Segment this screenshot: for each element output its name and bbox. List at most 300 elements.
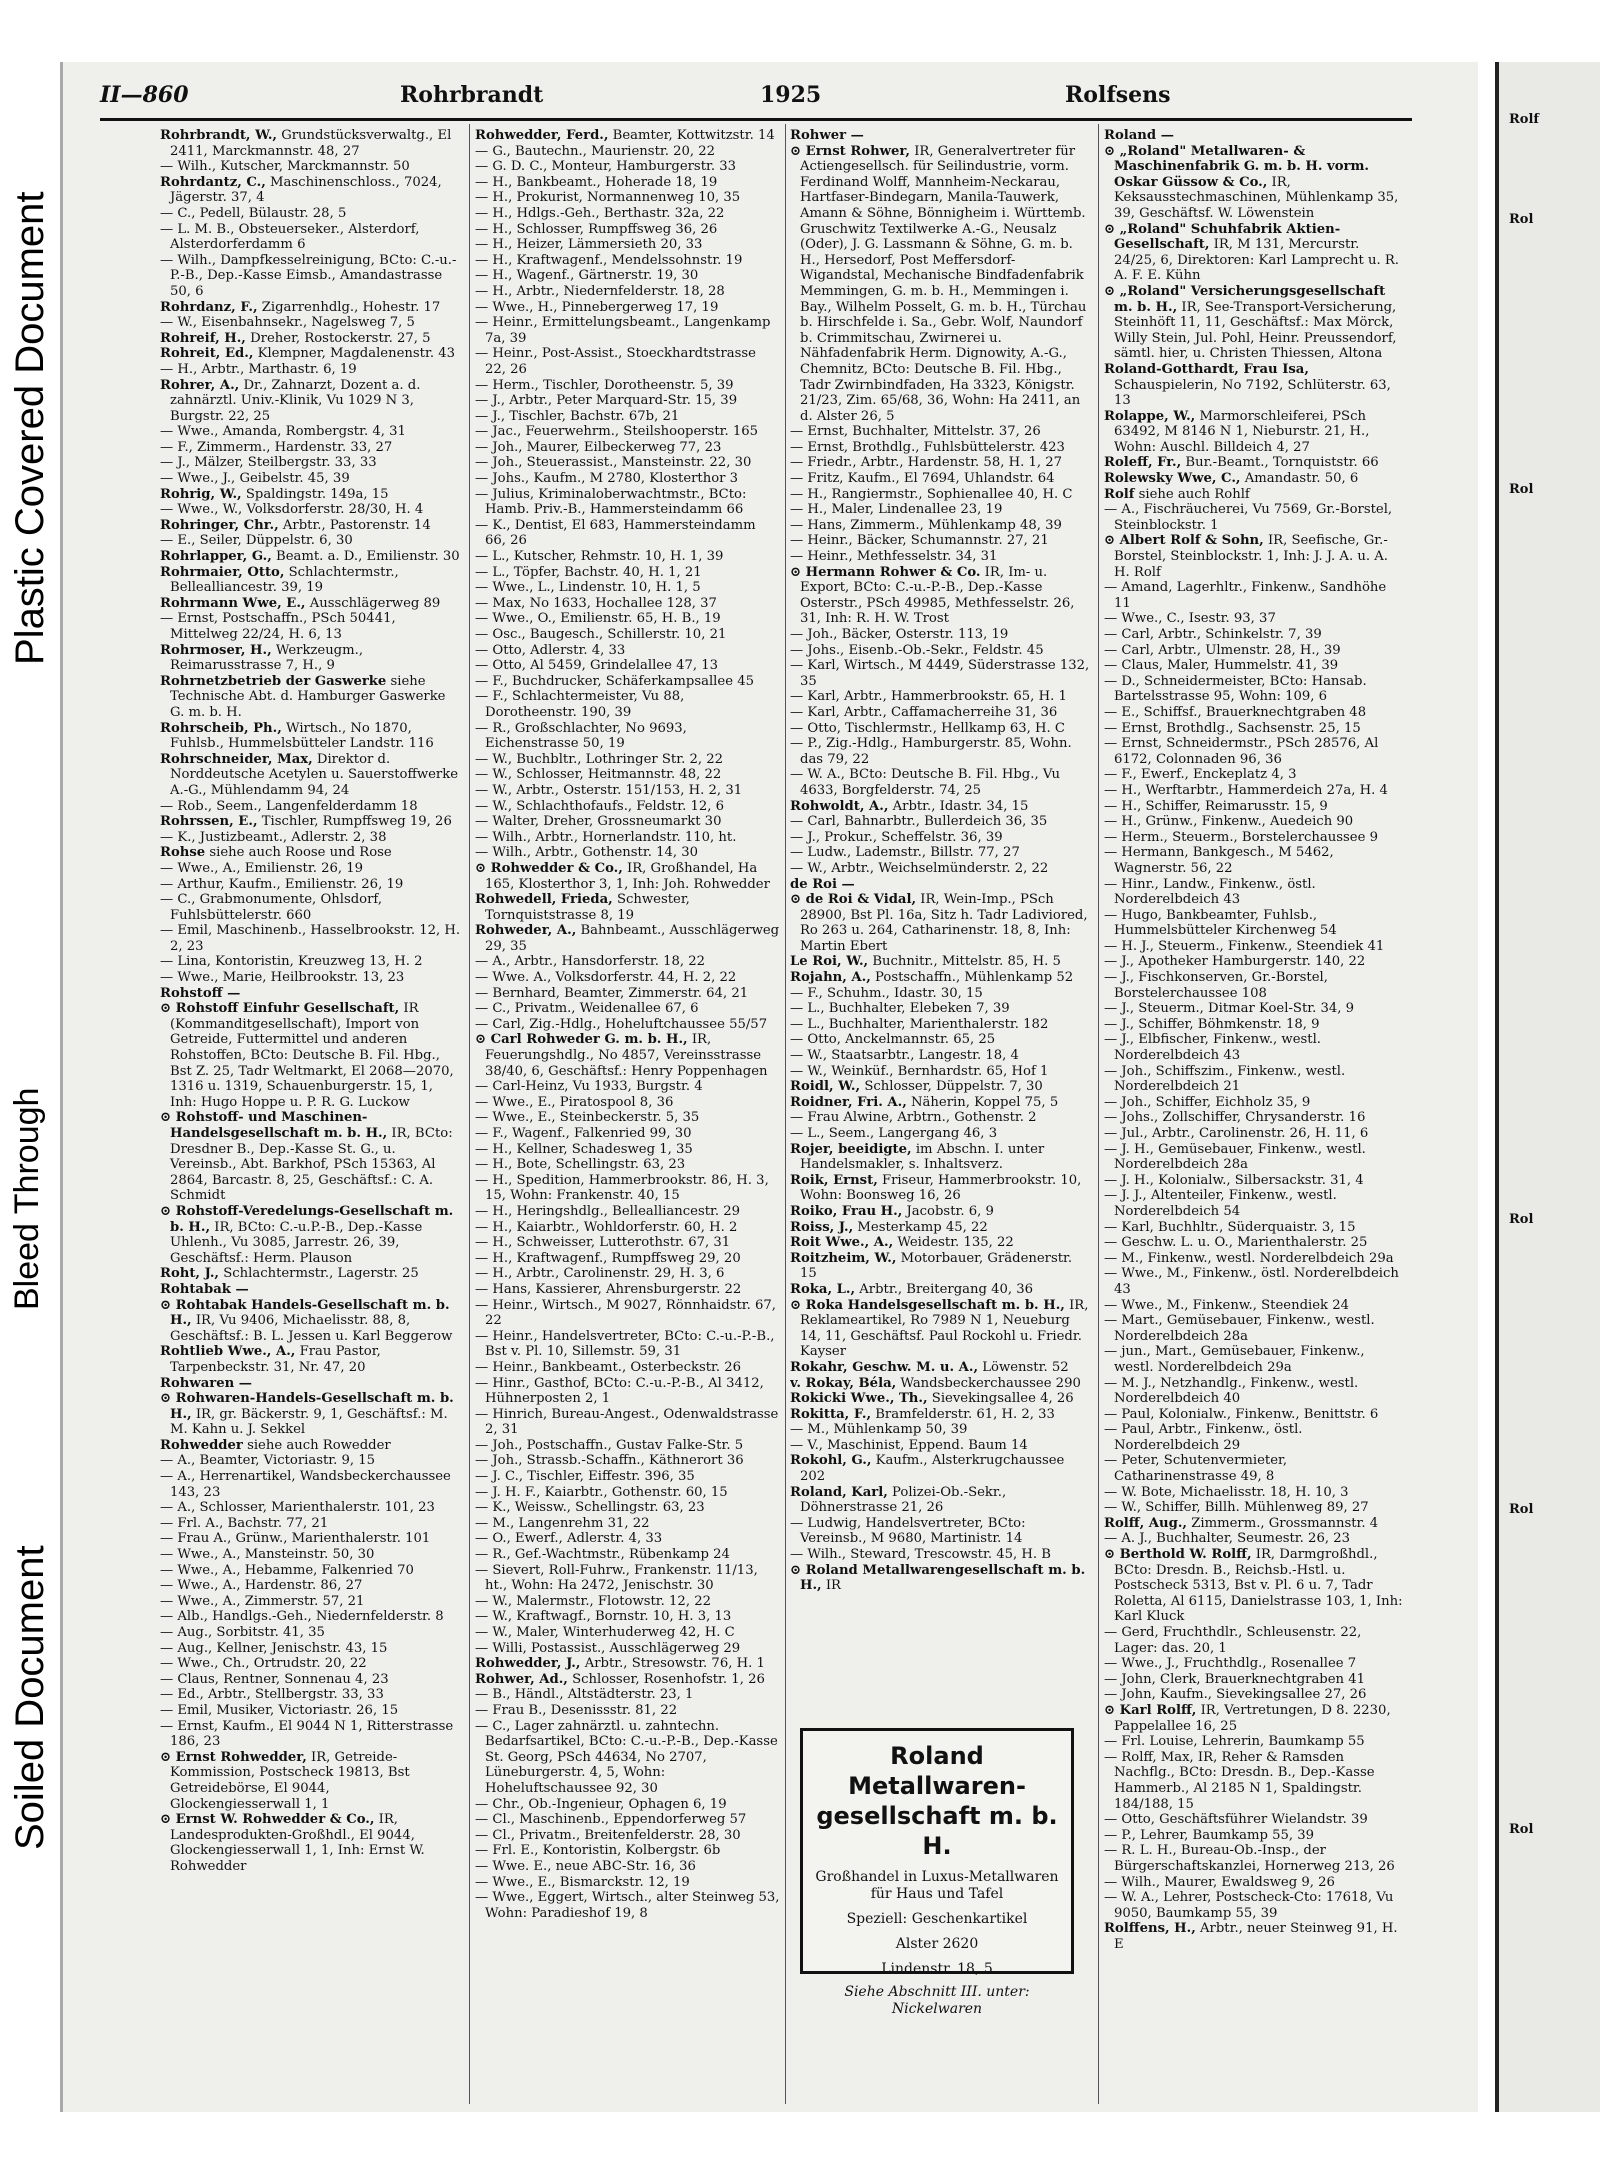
directory-entry xyxy=(790,549,1093,565)
entry-name: Rohringer, Chr., xyxy=(160,517,279,533)
directory-entry xyxy=(1104,767,1404,783)
entry-name: Roit Wwe., A., xyxy=(790,1235,894,1251)
directory-entry xyxy=(475,674,780,690)
entry-text: — H., Kellner, Schadesweg 1, 35 xyxy=(475,1141,693,1157)
entry-text: — R., Gef.-Wachtmstr., Rübenkamp 24 xyxy=(475,1547,730,1563)
next-page-fragment: Rolf xyxy=(1509,112,1540,127)
directory-entry xyxy=(475,596,780,612)
directory-entry xyxy=(475,1703,780,1719)
directory-entry xyxy=(790,1017,1093,1033)
entry-name: Roland, Karl, xyxy=(790,1484,888,1500)
entry-text: — Peter, Schutenvermieter, Catharinenstrasse 49, 8 xyxy=(1104,1453,1288,1485)
entry-text: — J. J., Altenteiler, Finkenw., westl. Norderelbdeich 54 xyxy=(1104,1188,1337,1219)
directory-entry xyxy=(475,986,780,1002)
entry-text: — Herm., Tischler, Dorotheenstr. 5, 39 xyxy=(475,377,734,393)
directory-entry xyxy=(1104,611,1404,627)
directory-entry xyxy=(475,1843,780,1859)
entry-text: — Hinrich, Bureau-Angest., Odenwaldstrasse 2, 31 xyxy=(475,1406,779,1438)
entry-text: — Otto, Tischlermstr., Hellkamp 63, H. C xyxy=(790,720,1065,736)
entry-text: — H., Werftarbtr., Hammerdeich 27a, H. 4 xyxy=(1104,782,1388,798)
entry-name: Rohstoff — xyxy=(160,985,241,1001)
left-margin-labels xyxy=(0,0,58,2177)
directory-entry xyxy=(1104,1453,1404,1484)
directory-entry xyxy=(1104,1251,1404,1267)
entry-text: — Gerd, Fruchthdlr., Schleusenstr. 22, Lager: das. 20, 1 xyxy=(1104,1625,1362,1656)
entry-text: — J., Mälzer, Steilbergstr. 33, 33 xyxy=(160,455,377,471)
entry-name: ⊙ Rohwaren-Handels-Gesellschaft m. b. H., xyxy=(160,1391,454,1422)
directory-entry xyxy=(475,1157,780,1173)
entry-text: — H., Schiffer, Reimarusstr. 15, 9 xyxy=(1104,798,1328,814)
directory-entry xyxy=(1104,533,1404,580)
entry-text: Klempner, Magdalenenstr. 43 xyxy=(253,346,455,362)
entry-name: Roka, L., xyxy=(790,1281,856,1297)
entry-text: Amandastr. 50, 6 xyxy=(1240,471,1359,487)
entry-text: — Wwe., C., Isestr. 93, 37 xyxy=(1104,611,1276,627)
entry-text: — P., Zig.-Hdlg., Hamburgerstr. 85, Wohn. das 79, 22 xyxy=(790,736,1072,767)
entry-text: — M. J., Netzhandlg., Finkenw., westl. Norderelbdeich 40 xyxy=(1104,1375,1359,1407)
entry-text: IR, Landesprodukten-Großhdl., El 9044, Glockengiesserwall 1, 1, Inh: Ernst W. Rohwedder xyxy=(170,1812,425,1874)
entry-text: — H., Bote, Schellingstr. 63, 23 xyxy=(475,1157,686,1173)
directory-entry xyxy=(160,331,463,347)
directory-entry xyxy=(790,1360,1093,1376)
entry-text: IR, Darmgroßhdl., BCto: Dresdn. B., Reichsb.-Hstl. u. Postscheck 5313, Bst v. Pl. 6 u. 7, Tadr Roletta, Al 6115, Danielstrasse 103, 1, Inh: Karl Kluck xyxy=(1114,1547,1403,1625)
entry-text: — C., Lager zahnärztl. u. zahntechn. Bedarfsartikel, BCto: C.-u.-P.-B., Dep.-Kasse St. Georg, PSch 44634, No 2707, Lüneburgerstr. 4, 5, Wohn: Hoheluftschaussee 92, 30 xyxy=(475,1718,778,1796)
entry-text: Kaufm., Alsterkrugchaussee 202 xyxy=(800,1453,1065,1485)
entry-text: Spaldingstr. 149a, 15 xyxy=(241,486,389,502)
directory-entry xyxy=(475,549,780,565)
entry-text: — J., Schiffer, Böhmkenstr. 18, 9 xyxy=(1104,1016,1320,1032)
entry-name: Rohrlapper, G., xyxy=(160,549,272,565)
entry-text: Dr., Zahnarzt, Dozent a. d. zahnärztl. Univ.-Klinik, Vu 1029 N 3, Burgstr. 22, 25 xyxy=(170,377,421,424)
directory-entry xyxy=(475,752,780,768)
entry-text: — Wwe., A., Mansteinstr. 50, 30 xyxy=(160,1547,375,1563)
entry-text: — Alb., Handlgs.-Geh., Niedernfelderstr. 8 xyxy=(160,1609,444,1625)
entry-text: — jun., Mart., Gemüsebauer, Finkenw., westl. Norderelbdeich 29a xyxy=(1104,1344,1365,1375)
entry-text: — D., Schneidermeister, BCto: Hansab. Bartelsstrasse 95, Wohn: 109, 6 xyxy=(1104,673,1367,705)
entry-text: IR, Seefische, Gr.-Borstel, Steinblockstr. 1, Inh: J. J. A. u. A. H. Rolf xyxy=(1114,533,1388,580)
directory-entry xyxy=(160,378,463,425)
entry-name: Rohreit, Ed., xyxy=(160,346,254,362)
side-label-soiled: Soiled Document xyxy=(8,1545,52,1850)
entry-text: — Arthur, Kaufm., Emilienstr. 26, 19 xyxy=(160,876,404,892)
entry-name: ⊙ Rohstoff- und Maschinen-Handelsgesellschaft m. b. H., xyxy=(160,1110,388,1141)
directory-entry xyxy=(1104,1407,1404,1423)
directory-entry xyxy=(160,752,463,799)
entry-text: — W., Arbtr., Weichselmünderstr. 2, 22 xyxy=(790,860,1049,876)
directory-entry xyxy=(790,565,1093,627)
directory-entry xyxy=(160,861,463,877)
entry-text: — Wwe., W., Volksdorferstr. 28/30, H. 4 xyxy=(160,502,424,518)
directory-entry xyxy=(790,1407,1093,1423)
directory-entry xyxy=(160,1687,463,1703)
entry-text: — Aug., Sorbitstr. 41, 35 xyxy=(160,1625,325,1640)
entry-name: Rohrssen, E., xyxy=(160,814,258,830)
entry-name: Rojahn, A., xyxy=(790,970,871,986)
directory-entry xyxy=(475,1266,780,1282)
entry-text: — W., Malermstr., Flotowstr. 12, 22 xyxy=(475,1593,711,1609)
directory-entry xyxy=(1104,736,1404,767)
entry-text: — H., Grünw., Finkenw., Auedeich 90 xyxy=(1104,814,1354,830)
directory-entry xyxy=(1104,502,1404,533)
directory-entry xyxy=(790,1547,1093,1563)
entry-text: — W., Weinküf., Bernhardstr. 65, Hof 1 xyxy=(790,1063,1049,1079)
entry-text: — Frau B., Desenissstr. 81, 22 xyxy=(475,1702,678,1718)
directory-entry xyxy=(790,1563,1093,1594)
entry-name: Roland — xyxy=(1104,128,1174,143)
entry-text: — Wwe., A., Hebamme, Falkenried 70 xyxy=(160,1562,414,1578)
entry-text: — Claus, Maler, Hummelstr. 41, 39 xyxy=(1104,658,1339,674)
directory-entry xyxy=(1104,1625,1404,1656)
entry-text: — Wwe., E., Steinbeckerstr. 5, 35 xyxy=(475,1110,700,1126)
entry-text: — Wwe., O., Emilienstr. 65, H. B., 19 xyxy=(475,611,721,627)
directory-entry xyxy=(475,1469,780,1485)
directory-entry xyxy=(1104,1500,1404,1516)
directory-entry xyxy=(790,1282,1093,1298)
entry-text: — F., Schuhm., Idastr. 30, 15 xyxy=(790,985,983,1001)
directory-entry xyxy=(475,253,780,269)
entry-text: — A., Arbtr., Hansdorferstr. 18, 22 xyxy=(475,954,706,970)
entry-text: — Joh., Steuerassist., Mansteinstr. 22, 30 xyxy=(475,455,752,471)
entry-text: IR xyxy=(821,1578,841,1594)
entry-name: Rohrscheib, Ph., xyxy=(160,720,282,736)
directory-entry xyxy=(1104,1672,1404,1688)
directory-entry xyxy=(475,783,780,799)
directory-entry xyxy=(160,1625,463,1641)
entry-text: — Carl-Heinz, Vu 1933, Burgstr. 4 xyxy=(475,1079,703,1095)
entry-text: — Joh., Schiffszim., Finkenw., westl. Norderelbdeich 21 xyxy=(1104,1063,1346,1095)
directory-entry xyxy=(475,1531,780,1547)
entry-text: Weidestr. 135, 22 xyxy=(893,1235,1014,1251)
directory-entry xyxy=(790,689,1093,705)
directory-entry xyxy=(160,892,463,923)
entry-name: Roiko, Frau H., xyxy=(790,1203,903,1219)
directory-entry xyxy=(160,845,463,861)
entry-text: — Frau Alwine, Arbtrn., Gothenstr. 2 xyxy=(790,1110,1037,1126)
directory-entry xyxy=(475,1594,780,1610)
entry-text: — Jul., Arbtr., Carolinenstr. 26, H. 11, 6 xyxy=(1104,1126,1369,1141)
entry-text: Arbtr., Breitergang 40, 36 xyxy=(855,1281,1034,1297)
directory-entry xyxy=(475,1687,780,1703)
entry-text: — H., Prokurist, Normannenweg 10, 35 xyxy=(475,190,741,206)
entry-name: Rohwoldt, A., xyxy=(790,798,889,814)
entry-name: ⊙ Albert Rolf & Sohn, xyxy=(1104,533,1264,549)
directory-entry xyxy=(160,1578,463,1594)
entry-text: — W. Bote, Michaelisstr. 18, H. 10, 3 xyxy=(1104,1484,1349,1500)
directory-entry xyxy=(1104,284,1404,362)
entry-text: — Frl. E., Kontoristin, Kolbergstr. 6b xyxy=(475,1843,721,1859)
entry-name: Rolffens, H., xyxy=(1104,1921,1196,1937)
entry-text: — Wwe., Amanda, Rombergstr. 4, 31 xyxy=(160,424,406,440)
directory-entry xyxy=(475,1563,780,1594)
entry-name: Rohwer, Ad., xyxy=(475,1671,568,1687)
entry-text: — Johs., Zollschiffer, Chrysanderstr. 16 xyxy=(1104,1110,1366,1126)
directory-entry xyxy=(1104,970,1404,1001)
entry-name: Rohrnetzbetrieb der Gaswerke xyxy=(160,673,387,689)
directory-entry xyxy=(475,1453,780,1469)
entry-text: — W. A., BCto: Deutsche B. Fil. Hbg., Vu 4633, Borgfelderstr. 74, 25 xyxy=(790,767,1060,798)
entry-name: ⊙ Rohstoff-Veredelungs-Gesellschaft m. b. H., xyxy=(160,1203,454,1235)
entry-text: Mesterkamp 45, 22 xyxy=(853,1219,988,1235)
entry-text: — Hermann, Bankgesch., M 5462, Wagnerstr. 56, 22 xyxy=(1104,845,1334,876)
directory-entry xyxy=(1104,954,1404,970)
entry-text: — L., Seem., Langergang 46, 3 xyxy=(790,1126,998,1141)
entry-text: Direktor d. Norddeutsche Acetylen u. Sauerstoffwerke A.-G., Mühlendamm 94, 24 xyxy=(170,751,459,798)
entry-text: — H., Maler, Lindenallee 23, 19 xyxy=(790,502,1003,518)
entry-text: — J., Prokur., Scheffelstr. 36, 39 xyxy=(790,829,1003,845)
entry-text: siehe auch Roose und Rose xyxy=(205,845,392,861)
directory-entry xyxy=(160,549,463,565)
directory-entry xyxy=(160,346,463,362)
entry-text: — Lina, Kontoristin, Kreuzweg 13, H. 2 xyxy=(160,954,423,970)
directory-entry xyxy=(475,1251,780,1267)
entry-name: Rohrer, A., xyxy=(160,377,240,393)
entry-text: — Hinr., Gasthof, BCto: C.-u.-P.-B., Al 3412, Hühnerposten 2, 1 xyxy=(475,1375,764,1407)
header-right-word: Rolfsens xyxy=(1065,82,1171,108)
directory-entry xyxy=(790,767,1093,798)
directory-entry xyxy=(160,1376,463,1392)
directory-entry xyxy=(790,986,1093,1002)
entry-text: — F., Schlachtermeister, Vu 88, Dorotheenstr. 190, 39 xyxy=(475,689,685,720)
entry-text: Friseur, Hammerbrookstr. 10, Wohn: Boonsweg 16, 26 xyxy=(800,1172,1082,1204)
entry-name: Rokahr, Geschw. M. u. A., xyxy=(790,1359,979,1375)
directory-entry xyxy=(475,1173,780,1204)
entry-text: — Otto, Anckelmannstr. 65, 25 xyxy=(790,1032,996,1048)
directory-entry xyxy=(1104,674,1404,705)
entry-text: Ausschlägerweg 89 xyxy=(305,595,441,611)
entry-text: Schlosser, Düppelstr. 7, 30 xyxy=(860,1079,1043,1095)
directory-entry xyxy=(160,424,463,440)
entry-text: — Frl. Louise, Lehrerin, Baumkamp 55 xyxy=(1104,1734,1365,1750)
entry-text: Postschaffn., Mühlenkamp 52 xyxy=(870,970,1074,986)
directory-entry xyxy=(160,533,463,549)
directory-entry xyxy=(160,1204,463,1266)
entry-text: — Rolff, Max, IR, Reher & Ramsden Nachflg., BCto: Dresdn. B., Dep.-Kasse Hammerb., Al 2185 N 1, Spaldingstr. 184/188, 15 xyxy=(1104,1749,1375,1812)
entry-text: — K., Justizbeamt., Adlerstr. 2, 38 xyxy=(160,829,387,845)
directory-entry xyxy=(790,721,1093,737)
directory-entry xyxy=(160,471,463,487)
entry-text: — Willi, Postassist., Ausschlägerweg 29 xyxy=(475,1640,741,1656)
entry-name: ⊙ Roka Handelsgesellschaft m. b. H., xyxy=(790,1297,1065,1313)
directory-entry xyxy=(790,1079,1093,1095)
entry-text: — Hinr., Landw., Finkenw., östl. Norderelbdeich 43 xyxy=(1104,876,1316,908)
directory-entry xyxy=(475,611,780,627)
entry-text: — Frl. A., Bachstr. 77, 21 xyxy=(160,1515,329,1531)
entry-name: ⊙ Carl Rohweder G. m. b. H., xyxy=(475,1032,688,1048)
entry-text: — W., Arbtr., Osterstr. 151/153, H. 2, 31 xyxy=(475,782,743,798)
entry-text: Jacobstr. 6, 9 xyxy=(902,1203,994,1219)
directory-entry xyxy=(1104,1142,1404,1173)
directory-entry xyxy=(790,1251,1093,1282)
entry-text: — A. J., Buchhalter, Seumestr. 26, 23 xyxy=(1104,1531,1350,1547)
directory-entry xyxy=(475,1204,780,1220)
entry-text: — Hugo, Bankbeamter, Fuhlsb., Hummelsbütteler Kirchenweg 54 xyxy=(1104,907,1337,939)
entry-text: — O., Ewerf., Adlerstr. 4, 33 xyxy=(475,1531,663,1547)
directory-entry xyxy=(475,580,780,596)
entry-text: Sievekingsallee 4, 26 xyxy=(927,1391,1074,1407)
directory-entry xyxy=(790,128,1093,144)
directory-entry xyxy=(1104,783,1404,799)
directory-entry xyxy=(475,1142,780,1158)
entry-name: Rojer, beeidigte, xyxy=(790,1141,912,1157)
directory-entry xyxy=(1104,409,1404,456)
directory-entry xyxy=(790,1422,1093,1438)
directory-entry xyxy=(1104,1095,1404,1111)
entry-text: — Wilh., Kutscher, Marckmannstr. 50 xyxy=(160,159,410,175)
ad-line: Lindenstr. 18, 5 xyxy=(881,1961,993,1977)
entry-text: — Wwe., Marie, Heilbrookstr. 13, 23 xyxy=(160,970,405,986)
directory-entry xyxy=(160,1719,463,1750)
entry-name: ⊙ Rohwedder & Co., xyxy=(475,860,623,876)
entry-text: — Karl, Wirtsch., M 4449, Süderstrasse 132, 35 xyxy=(790,658,1090,689)
entry-name: Rolewsky Wwe, C., xyxy=(1104,471,1241,487)
directory-entry xyxy=(1104,1188,1404,1219)
directory-entry xyxy=(790,1235,1093,1251)
entry-text: — F., Wagenf., Falkenried 99, 30 xyxy=(475,1126,692,1141)
entry-text: — Paul, Arbtr., Finkenw., östl. Norderelbdeich 29 xyxy=(1104,1422,1303,1453)
entry-text: — R. L. H., Bureau-Ob.-Insp., der Bürgerschaftskanzlei, Hornerweg 213, 26 xyxy=(1104,1843,1395,1874)
entry-text: — Ernst, Schneidermstr., PSch 28576, Al 6172, Colonnaden 96, 36 xyxy=(1104,736,1379,767)
directory-entry xyxy=(160,1282,463,1298)
entry-text: IR (Kommanditgesellschaft), Import von Getreide, Futtermittel und anderen Rohstoffen, BCto: Deutsche B. Fil. Hbg., Bst Z. 25, Tadr Weltmarkt, El 2068—2070, 1316 u. 1319, Schauenburgerstr. 15, 1, Inh: Hugo Hoppe u. P. R. G. Luckow xyxy=(170,1001,454,1110)
directory-entry xyxy=(790,954,1093,970)
directory-entry xyxy=(790,533,1093,549)
entry-text: — J., Steuerm., Ditmar Koel-Str. 34, 9 xyxy=(1104,1001,1355,1017)
directory-entry xyxy=(475,144,780,160)
directory-entry xyxy=(1104,1017,1404,1033)
entry-text: — Wilh., Arbtr., Hornerlandstr. 110, ht. xyxy=(475,829,737,845)
directory-entry xyxy=(790,1391,1093,1407)
entry-text: — W., Kraftwagf., Bornstr. 10, H. 3, 13 xyxy=(475,1609,732,1625)
column-2 xyxy=(475,128,780,2088)
directory-entry xyxy=(160,222,463,253)
entry-text: — Ernst, Brothdlg., Sachsenstr. 25, 15 xyxy=(1104,720,1361,736)
directory-entry xyxy=(475,565,780,581)
directory-entry xyxy=(475,923,780,954)
directory-entry xyxy=(160,596,463,612)
directory-entry xyxy=(1104,1313,1404,1344)
entry-name: Rohwedder, Ferd., xyxy=(475,128,609,143)
directory-entry xyxy=(475,721,780,752)
entry-text: — Wilh., Maurer, Ewaldsweg 9, 26 xyxy=(1104,1874,1335,1890)
directory-entry xyxy=(790,144,1093,425)
entry-text: — E., Schiffsf., Brauerknechtgraben 48 xyxy=(1104,704,1367,720)
entry-text: — H., Hdlgs.-Geh., Berthastr. 32a, 22 xyxy=(475,205,725,221)
directory-entry xyxy=(790,1453,1093,1484)
directory-entry xyxy=(160,721,463,752)
entry-text: Maschinenschloss., 7024, Jägerstr. 37, 4 xyxy=(170,174,442,206)
directory-entry xyxy=(1104,1828,1404,1844)
directory-entry xyxy=(475,1812,780,1828)
entry-text: IR, Reklameartikel, Ro 7989 N 1, Neueburg 14, 11, Geschäftsf. Paul Rockohl u. Friedr. Kayser xyxy=(800,1297,1089,1360)
directory-entry xyxy=(475,970,780,986)
directory-entry xyxy=(160,1703,463,1719)
entry-text: — Cl., Privatm., Breitenfelderstr. 28, 30 xyxy=(475,1827,741,1843)
entry-name: Roidner, Fri. A., xyxy=(790,1094,907,1110)
directory-entry xyxy=(1104,1547,1404,1625)
directory-entry xyxy=(160,362,463,378)
entry-text: Grundstücksverwaltg., El 2411, Marckmannstr. 48, 27 xyxy=(170,128,452,159)
directory-entry xyxy=(790,627,1093,643)
directory-entry xyxy=(160,1344,463,1375)
directory-entry xyxy=(160,1110,463,1204)
directory-entry xyxy=(475,518,780,549)
directory-entry xyxy=(160,954,463,970)
directory-entry xyxy=(1104,627,1404,643)
directory-entry xyxy=(790,424,1093,440)
entry-text: — H., Schweisser, Lutterothstr. 67, 31 xyxy=(475,1235,731,1251)
directory-entry xyxy=(160,565,463,596)
entry-text: — L., Buchhalter, Marienthalerstr. 182 xyxy=(790,1016,1049,1032)
entry-text: — F., Buchdrucker, Schäferkampsallee 45 xyxy=(475,673,754,689)
entry-text: IR, Generalvertreter für Actiengesellsch. für Seilindustrie, vorm. Ferdinand Wolff, Mannheim-Neckarau, Hartfaser-Bindegarn, Manila-Tauwerk, Amann & Söhne, Bönnigheim i. Württemb. Gruschwitz Textilwerke A.-G., Neusalz (Oder), J. G. Lassmann & Söhne, G. m. b. H., Hersedorf, Post Meffersdorf-Wigandstal, Mechanische Bindfadenfabrik Memmingen, G. m. b. H., Memmingen i. Bay., Wilhelm Posselt, G. m. b. H., Türchau b. Hirschfelde i. Sa., Gebr. Wolf, Naundorf b. Crimmitschau, Zwirnerei u. Nähfadenfabrik Herm. Dignowity, A.-G., Chemnitz, BCto: Deutsche B. Fil. Hbg., Tadr Zwirnbindfaden, Ha 3323, Königstr. 21/23, Zim. 65/68, 36, Wohn: Ha 2411, an d. Alster 26, 5 xyxy=(800,143,1087,424)
entry-name: ⊙ Rohstoff Einfuhr Gesellschaft, xyxy=(160,1001,400,1017)
entry-text: — Ernst, Kaufm., El 9044 N 1, Ritterstrasse 186, 23 xyxy=(160,1718,454,1750)
next-page-edge xyxy=(1495,62,1600,2112)
directory-entry xyxy=(1104,1344,1404,1375)
entry-name: ⊙ Ernst W. Rohwedder & Co., xyxy=(160,1812,375,1828)
directory-entry xyxy=(1104,1298,1404,1314)
directory-entry xyxy=(790,877,1093,893)
directory-entry xyxy=(1104,939,1404,955)
directory-entry xyxy=(1104,580,1404,611)
directory-entry xyxy=(790,1001,1093,1017)
directory-entry xyxy=(475,1126,780,1142)
entry-text: — L., Buchhalter, Elebeken 7, 39 xyxy=(790,1001,1010,1017)
entry-name: ⊙ „Roland" Versicherungsgesellschaft m. b. H., xyxy=(1104,283,1386,315)
entry-text: — Paul, Kolonialw., Finkenw., Benittstr. 6 xyxy=(1104,1406,1379,1422)
entry-text: Arbtr., Stresowstr. 76, H. 1 xyxy=(580,1656,765,1672)
entry-text: — C., Grabmonumente, Ohlsdorf, Fuhlsbüttelerstr. 660 xyxy=(160,892,383,923)
directory-entry xyxy=(475,954,780,970)
directory-entry xyxy=(475,1235,780,1251)
entry-name: ⊙ Rohtabak Handels-Gesellschaft m. b. H., xyxy=(160,1297,450,1329)
entry-text: — H., Arbtr., Carolinenstr. 29, H. 3, 6 xyxy=(475,1266,725,1282)
entry-text: — Heinr., Post-Assist., Stoeckhardtstrasse 22, 26 xyxy=(475,346,756,377)
entry-name: Le Roi, W., xyxy=(790,954,869,970)
entry-text: — Otto, Geschäftsführer Wielandstr. 39 xyxy=(1104,1812,1368,1828)
entry-name: Rohreif, H., xyxy=(160,330,246,346)
entry-text: — Wwe., J., Geibelstr. 45, 39 xyxy=(160,471,350,487)
entry-text: — Herm., Steuerm., Borstelerchaussee 9 xyxy=(1104,829,1378,845)
next-page-fragment: Rol xyxy=(1509,1822,1534,1837)
directory-entry xyxy=(160,502,463,518)
directory-entry xyxy=(475,190,780,206)
entry-text: — W., Eisenbahnsekr., Nagelsweg 7, 5 xyxy=(160,315,415,331)
entry-text: IR, Getreide-Kommission, Postscheck 19813, Bst Getreidebörse, El 9044, Glockengiesserwall 1, 1 xyxy=(170,1749,410,1812)
entry-text: — Joh., Bäcker, Osterstr. 113, 19 xyxy=(790,627,1009,642)
next-page-fragment: Rol xyxy=(1509,482,1534,497)
entry-text: Beamter, Kottwitzstr. 14 xyxy=(608,128,775,143)
entry-text: Beamt. a. D., Emilienstr. 30 xyxy=(271,549,460,565)
directory-entry xyxy=(475,471,780,487)
entry-text: — J. H. F., Kaiarbtr., Gothenstr. 60, 15 xyxy=(475,1484,728,1500)
entry-text: — Heinr., Bäcker, Schumannstr. 27, 21 xyxy=(790,533,1049,549)
entry-text: — W., Staatsarbtr., Langestr. 18, 4 xyxy=(790,1048,1019,1064)
entry-text: — G., Bautechn., Maurienstr. 20, 22 xyxy=(475,143,716,159)
directory-entry xyxy=(475,1438,780,1454)
entry-text: — Ernst, Brothdlg., Fuhlsbüttelerstr. 423 xyxy=(790,439,1065,455)
directory-entry xyxy=(160,1547,463,1563)
directory-entry xyxy=(1104,471,1404,487)
directory-entry xyxy=(475,1282,780,1298)
directory-entry xyxy=(475,424,780,440)
directory-entry xyxy=(160,128,463,159)
entry-text: — Julius, Kriminaloberwachtmstr., BCto: Hamb. Priv.-B., Hammersteindamm 66 xyxy=(475,486,747,518)
directory-entry xyxy=(160,970,463,986)
entry-text: — Jac., Feuerwehrm., Steilshooperstr. 165 xyxy=(475,424,759,440)
entry-text: — Joh., Schiffer, Eichholz 35, 9 xyxy=(1104,1094,1311,1110)
directory-entry xyxy=(475,1032,780,1079)
